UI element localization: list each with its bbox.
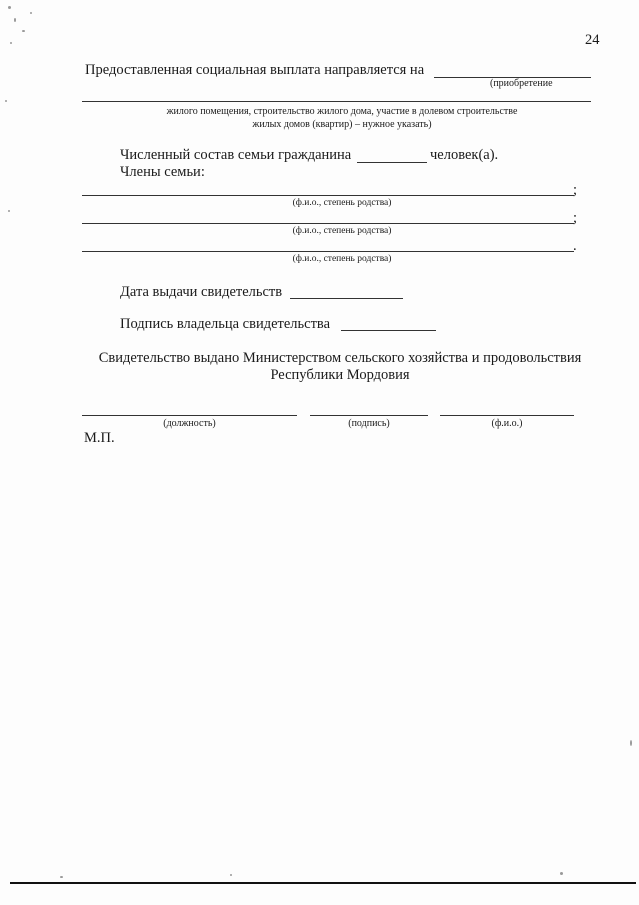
separator-3: . — [573, 238, 577, 254]
family-member-hint-3: (ф.и.о., степень родства) — [292, 254, 392, 264]
payment-target-field-2[interactable] — [82, 101, 591, 102]
issue-date-label: Дата выдачи свидетельств — [120, 284, 283, 300]
position-field[interactable] — [82, 415, 297, 416]
family-count-suffix: человек(а). — [430, 147, 499, 163]
signature-field[interactable] — [310, 415, 428, 416]
family-member-field-1[interactable] — [82, 195, 574, 196]
family-member-field-2[interactable] — [82, 223, 574, 224]
owner-signature-label: Подпись владельца свидетельства — [120, 316, 331, 332]
issue-date-field[interactable] — [290, 298, 403, 299]
payment-hint-2: жилого помещения, строительство жилого дома, участие в долевом строительстве — [166, 106, 518, 117]
family-member-field-3[interactable] — [82, 251, 574, 252]
family-members-label: Члены семьи: — [120, 164, 205, 180]
issued-by-line-2: Республики Мордовия — [270, 367, 410, 383]
signature-hint: (подпись) — [348, 418, 390, 429]
family-member-hint-2: (ф.и.о., степень родства) — [292, 226, 392, 236]
page-number: 24 — [585, 32, 600, 48]
owner-signature-field[interactable] — [341, 330, 436, 331]
issued-by-line-1: Свидетельство выдано Министерством сельского хозяйства и продовольствия — [98, 350, 582, 366]
stamp-label: М.П. — [84, 430, 115, 446]
family-count-prefix: Численный состав семьи гражданина — [120, 147, 352, 163]
payment-label: Предоставленная социальная выплата направляется на — [85, 62, 425, 78]
family-member-hint-1: (ф.и.о., степень родства) — [292, 198, 392, 208]
scan-bottom-edge — [10, 882, 636, 884]
separator-1: ; — [573, 182, 578, 198]
separator-2: ; — [573, 210, 578, 226]
name-hint: (ф.и.о.) — [491, 418, 523, 429]
position-hint: (должность) — [163, 418, 216, 429]
payment-hint-3: жилых домов (квартир) – нужное указать) — [252, 119, 432, 130]
name-field[interactable] — [440, 415, 574, 416]
family-count-field[interactable] — [357, 162, 427, 163]
payment-hint-1: (приобретение — [490, 78, 553, 89]
